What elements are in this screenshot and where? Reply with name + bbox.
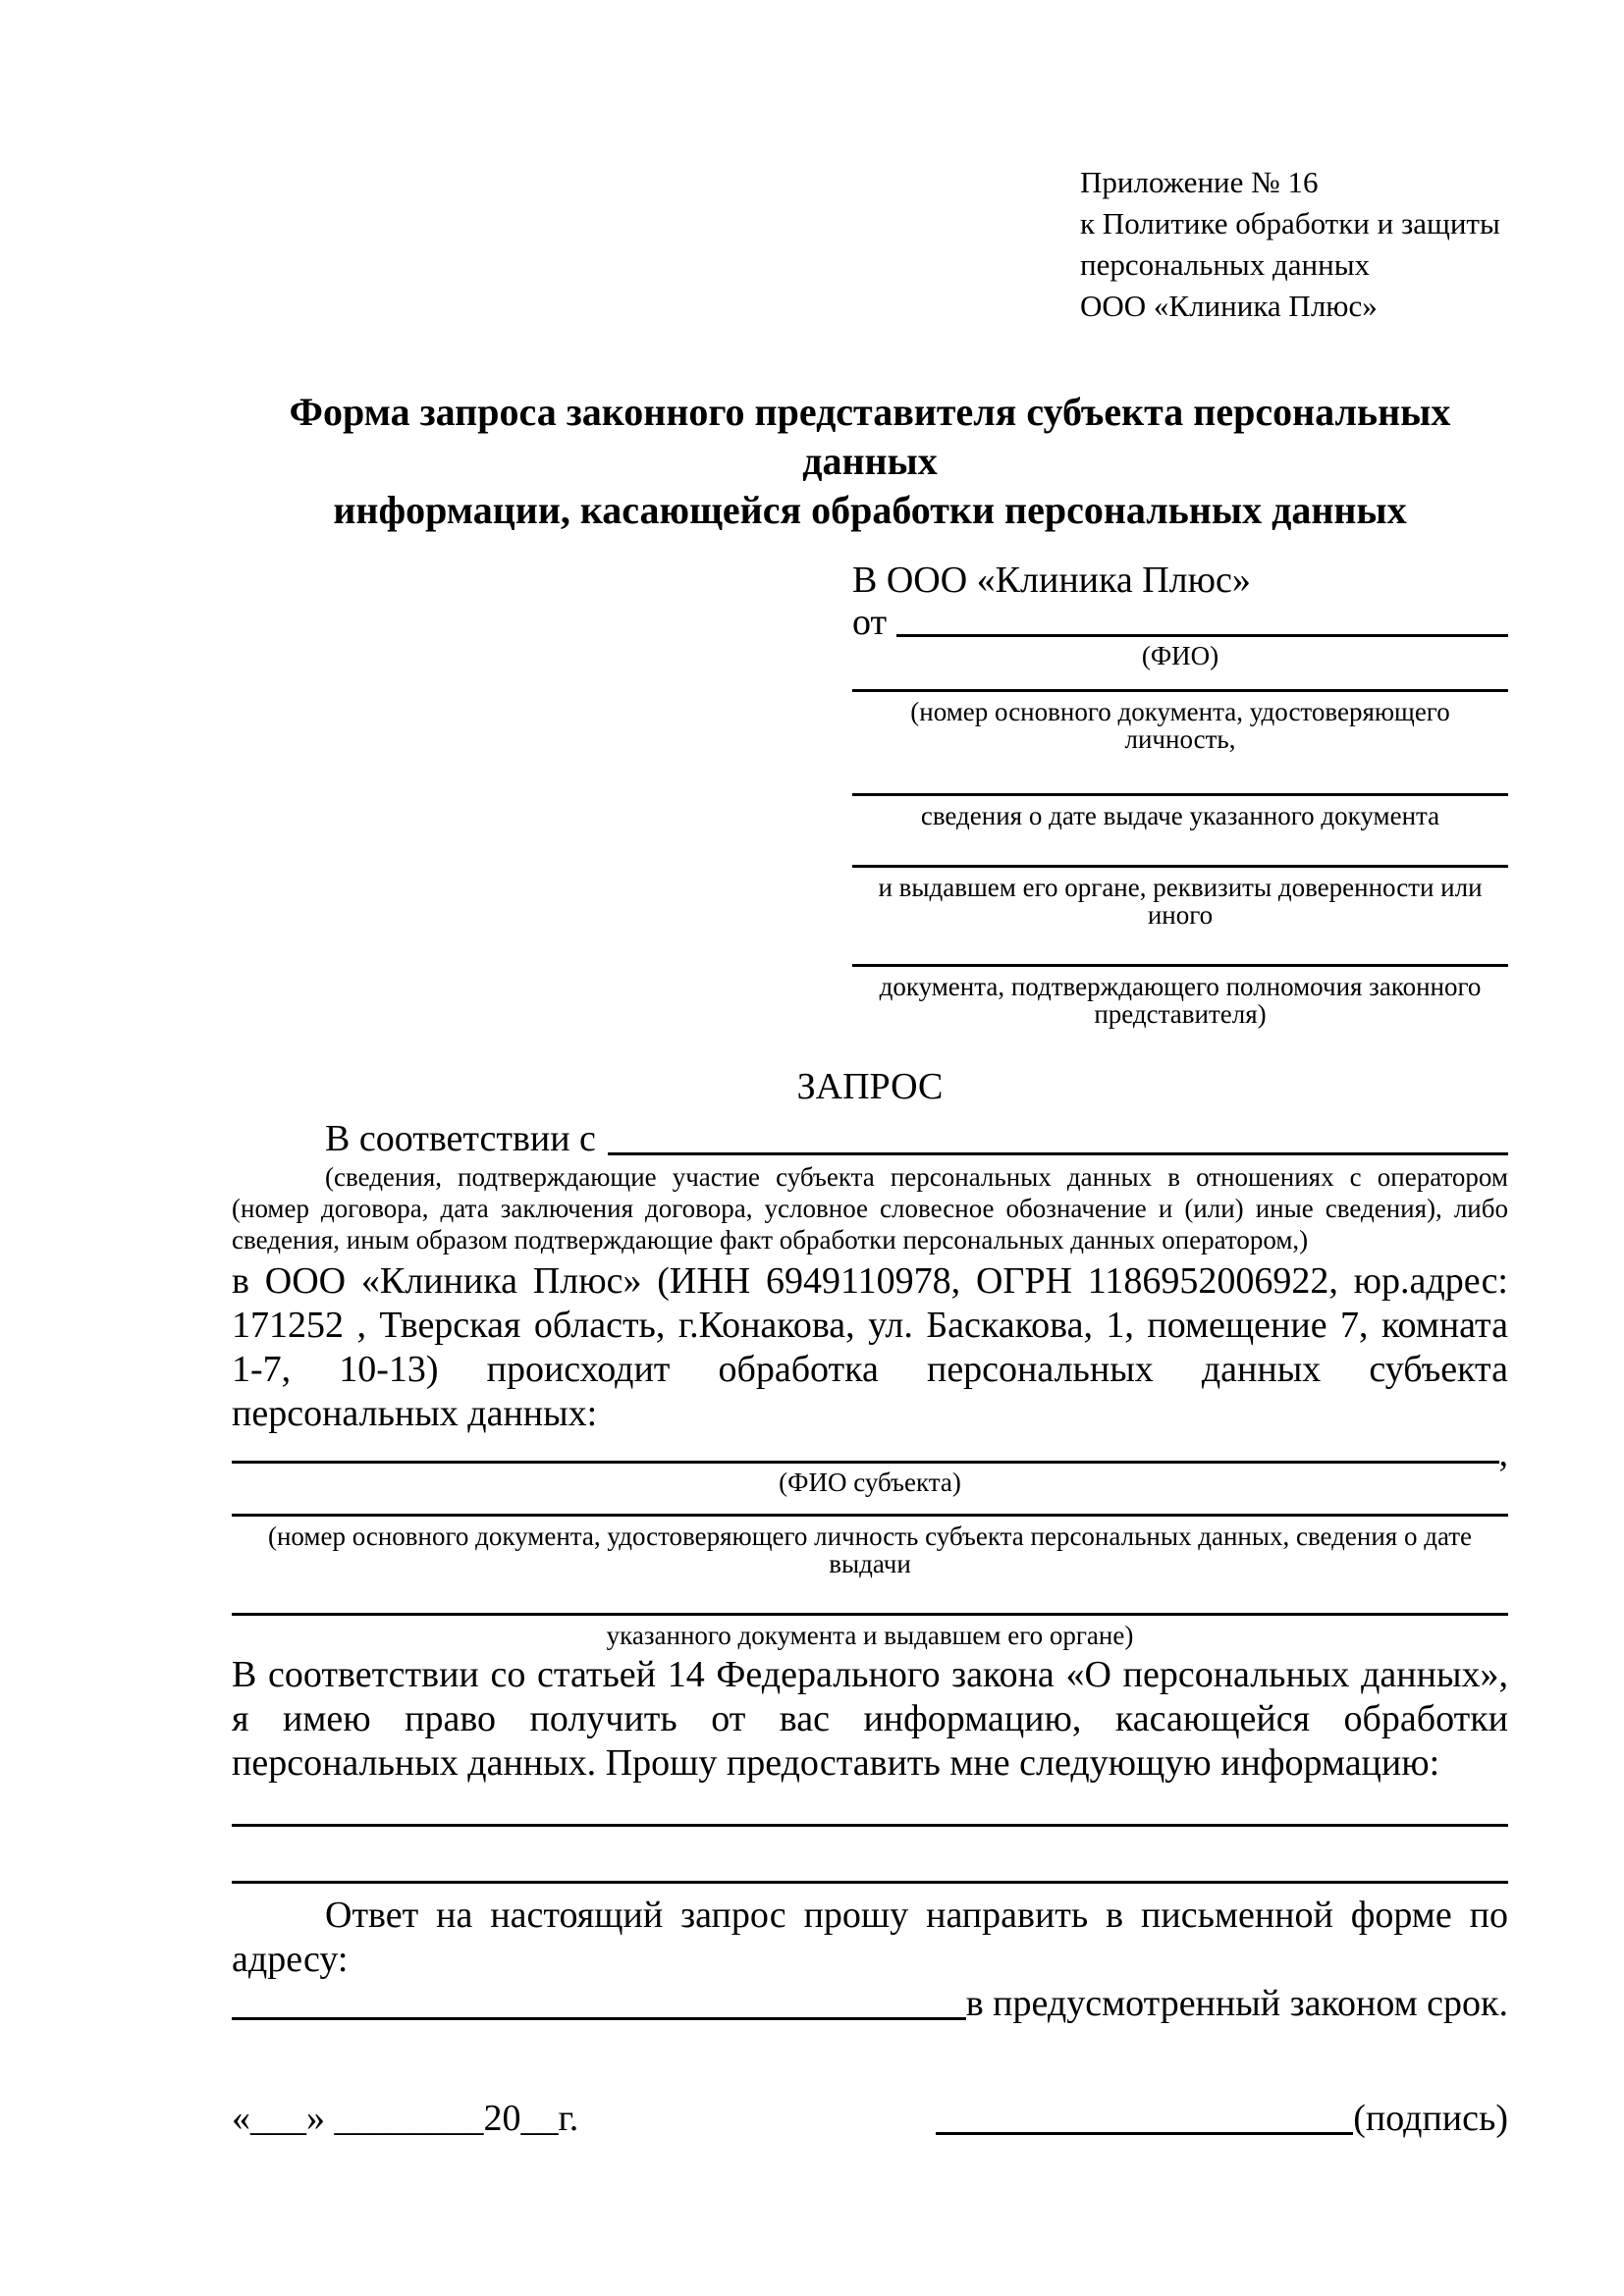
signature-date: «___» ________20__г. — [232, 2098, 579, 2139]
field-caption: указанного документа и выдавшем его органе) — [606, 1621, 1134, 1650]
appendix-header — [1080, 162, 1508, 327]
document-number-field — [852, 686, 1508, 753]
accordance-caption: (сведения, подтверждающие участие субъекта персональных данных в отношениях с оператором (номер договора, дата заключения договора, условное словесное обозначение и (или) иные сведения), либо сведения, иным образом подтверждающие факт обработки персональных данных оператором,) — [232, 1162, 1508, 1255]
fio-caption: (ФИО) — [1141, 641, 1219, 670]
law-paragraph: В соответствии со статьей 14 Федерального закона «О персональных данных», я имею право получить от вас информацию, касающейся обработки персональных данных. Прошу предоставить мне следующую информацию: — [232, 1654, 1508, 1784]
signature-area — [936, 2097, 1508, 2141]
answer-paragraph: Ответ на настоящий запрос прошу направить в письменной форме по адресу: — [232, 1895, 1508, 1980]
subject-fio-blank-line — [232, 1461, 1499, 1464]
blank-field-line — [232, 1821, 1508, 1827]
field-caption: (номер основного документа, удостоверяющего личность субъекта персональных данных, сведения о дате выдачи — [267, 1522, 1473, 1578]
blank-field-line — [852, 790, 1508, 796]
signature-row — [232, 2097, 1508, 2141]
addressee-to: В ООО «Клиника Плюс» — [852, 560, 1251, 601]
addressee-from-label: от — [852, 602, 888, 643]
representative-authority-field — [852, 961, 1508, 1028]
field-caption: и выдавшем его органе, реквизиты доверенности или иного — [878, 873, 1483, 930]
addressee-from-row — [852, 602, 1508, 643]
operator-paragraph: в ООО «Клиника Плюс» (ИНН 6949110978, ОГРН 1186952006922, юр.адрес: 171252 , Тверская область, г.Конакова, ул. Баскакова, 1, помещение 7, комната 1-7, 10-13) происходит обработка персональных данных субъекта персональных данных: — [232, 1260, 1508, 1434]
blank-field-line — [232, 1878, 1508, 1884]
accordance-row — [232, 1117, 1508, 1161]
subject-document-issuer-field — [232, 1610, 1508, 1649]
appendix-header-line: Приложение № 16 — [1080, 165, 1319, 199]
field-caption: документа, подтверждающего полномочия законного представителя) — [879, 972, 1482, 1029]
blank-field-line — [232, 1610, 1508, 1616]
subject-document-field — [232, 1511, 1508, 1577]
blank-field-line — [852, 862, 1508, 868]
appendix-header-line: ООО «Клиника Плюс» — [1080, 289, 1378, 323]
field-caption: сведения о дате выдаче указанного документа — [920, 801, 1440, 830]
appendix-header-line: персональных данных — [1080, 247, 1371, 282]
addressee-block — [852, 559, 1508, 1028]
answer-address-row — [232, 1982, 1508, 2026]
form-title-line-1: Форма запроса законного представителя субъекта персональных данных — [289, 390, 1451, 483]
issuing-authority-field — [852, 862, 1508, 929]
subject-fio-comma: , — [1498, 1433, 1508, 1474]
field-caption: (номер основного документа, удостоверяющего личность, — [910, 697, 1450, 754]
address-blank-line — [232, 2017, 966, 2020]
fio-blank-line — [896, 634, 1508, 637]
issue-date-field — [852, 790, 1508, 829]
form-title-line-2: информации, касающейся обработки персональных данных — [333, 488, 1407, 532]
signature-caption: (подпись) — [1353, 2098, 1508, 2139]
blank-field-line — [852, 686, 1508, 692]
form-title — [232, 388, 1508, 535]
answer-tail: в предусмотренный законом срок. — [965, 1983, 1508, 2024]
document-content — [232, 162, 1508, 2141]
request-heading: ЗАПРОС — [796, 1066, 944, 1107]
blank-field-line — [232, 1511, 1508, 1517]
subject-fio-row — [232, 1433, 1508, 1474]
accordance-blank-line — [608, 1152, 1508, 1155]
blank-field-line — [852, 961, 1508, 967]
appendix-header-line: к Политике обработки и защиты — [1080, 206, 1500, 240]
accordance-label: В соответствии с — [325, 1118, 596, 1159]
signature-blank-line — [936, 2132, 1353, 2135]
subject-fio-caption: (ФИО субъекта) — [779, 1468, 961, 1497]
